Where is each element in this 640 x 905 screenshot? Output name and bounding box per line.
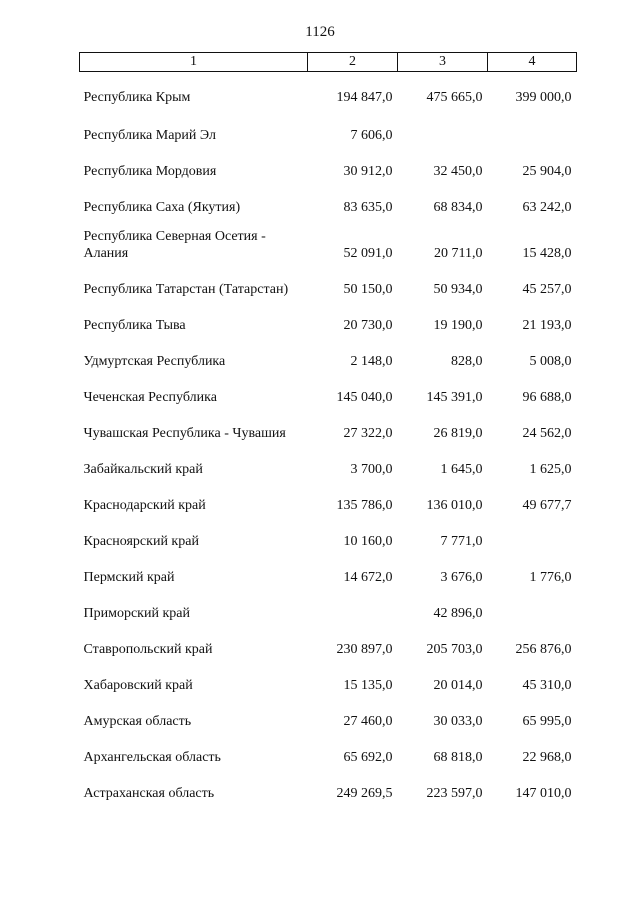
- value-cell-col-3: 26 819,0: [433, 425, 483, 441]
- region-name-cell: Удмуртская Республика: [83, 353, 226, 369]
- value-cell-col-2: 83 635,0: [343, 199, 393, 215]
- value-cell-col-2: 20 730,0: [343, 317, 393, 333]
- header-row: [80, 53, 577, 72]
- region-name-cell: Республика Крым: [83, 89, 191, 105]
- table-row: [80, 108, 577, 144]
- value-cell-col-2: 52 091,0: [343, 245, 393, 261]
- value-cell-col-3: 50 934,0: [433, 281, 483, 297]
- table-row: [80, 730, 577, 766]
- region-name-cell: Республика Мордовия: [83, 163, 217, 179]
- value-cell-col-4: [488, 586, 577, 622]
- page-number: 1126: [305, 24, 335, 40]
- value-cell-col-4: 65 995,0: [522, 713, 572, 729]
- value-cell-col-2: 135 786,0: [336, 497, 393, 513]
- table-row: [80, 406, 577, 442]
- value-cell-col-4: [488, 514, 577, 550]
- value-cell-col-2: 230 897,0: [336, 641, 393, 657]
- value-cell-col-4: [488, 108, 577, 144]
- value-cell-col-3: 1 645,0: [440, 461, 483, 477]
- table-row: [80, 180, 577, 216]
- column-header-4: 4: [488, 53, 577, 72]
- table-row: [80, 622, 577, 658]
- value-cell-col-3: 30 033,0: [433, 713, 483, 729]
- region-name-cell: Республика Марий Эл: [83, 127, 216, 143]
- value-cell-col-3: 223 597,0: [426, 785, 483, 801]
- value-cell-col-4: 25 904,0: [522, 163, 572, 179]
- value-cell-col-3: 475 665,0: [426, 89, 483, 105]
- region-name-cell: Республика Татарстан (Татарстан): [83, 281, 289, 297]
- region-name-cell: Пермский край: [83, 569, 175, 585]
- table-body: [80, 72, 577, 802]
- table-row: [80, 262, 577, 298]
- value-cell-col-2: 145 040,0: [336, 389, 393, 405]
- value-cell-col-2: 2 148,0: [350, 353, 393, 369]
- value-cell-col-4: 96 688,0: [522, 389, 572, 405]
- value-cell-col-3: 42 896,0: [433, 605, 483, 621]
- value-cell-col-4: 45 257,0: [522, 281, 572, 297]
- table-row: [80, 658, 577, 694]
- value-cell-col-4: 399 000,0: [515, 89, 572, 105]
- value-cell-col-2: 249 269,5: [336, 785, 393, 801]
- value-cell-col-4: 147 010,0: [515, 785, 572, 801]
- value-cell-col-4: 15 428,0: [522, 245, 572, 261]
- region-name-cell: Республика Тыва: [83, 317, 186, 333]
- value-cell-col-2: 50 150,0: [343, 281, 393, 297]
- value-cell-col-2: 15 135,0: [343, 677, 393, 693]
- region-name-cell: Краснодарский край: [83, 497, 206, 513]
- value-cell-col-3: 7 771,0: [440, 533, 483, 549]
- value-cell-col-2: 14 672,0: [343, 569, 393, 585]
- table-row: [80, 694, 577, 730]
- value-cell-col-3: 32 450,0: [433, 163, 483, 179]
- value-cell-col-2: [308, 586, 398, 622]
- value-cell-col-3: [398, 108, 488, 144]
- value-cell-col-3: 136 010,0: [426, 497, 483, 513]
- column-header-3: 3: [398, 53, 488, 72]
- region-name-cell: Астраханская область: [83, 785, 215, 801]
- value-cell-col-4: 24 562,0: [522, 425, 572, 441]
- table-row: [80, 144, 577, 180]
- table-row: [80, 334, 577, 370]
- region-name-cell: Красноярский край: [83, 533, 199, 549]
- value-cell-col-2: 194 847,0: [336, 89, 393, 105]
- value-cell-col-3: 20 711,0: [434, 245, 483, 261]
- value-cell-col-2: 10 160,0: [343, 533, 393, 549]
- region-name-cell: Ставропольский край: [83, 641, 213, 657]
- table-row: [80, 216, 577, 262]
- value-cell-col-3: 68 834,0: [433, 199, 483, 215]
- column-header-1: 1: [80, 53, 308, 72]
- value-cell-col-2: 7 606,0: [350, 127, 393, 143]
- value-cell-col-4: 49 677,7: [522, 497, 572, 513]
- value-cell-col-3: 145 391,0: [426, 389, 483, 405]
- region-name-cell: Хабаровский край: [83, 677, 193, 693]
- region-name-cell: Забайкальский край: [83, 461, 203, 477]
- table-row: [80, 72, 577, 108]
- value-cell-col-4: 22 968,0: [522, 749, 572, 765]
- region-name-cell: Приморский край: [83, 605, 190, 621]
- region-name-cell: Архангельская область: [83, 749, 221, 765]
- value-cell-col-2: 27 322,0: [343, 425, 393, 441]
- table-row: [80, 298, 577, 334]
- value-cell-col-2: 3 700,0: [350, 461, 393, 477]
- value-cell-col-3: 19 190,0: [433, 317, 483, 333]
- value-cell-col-4: 5 008,0: [529, 353, 572, 369]
- value-cell-col-4: 256 876,0: [515, 641, 572, 657]
- value-cell-col-2: 65 692,0: [343, 749, 393, 765]
- value-cell-col-3: 68 818,0: [433, 749, 483, 765]
- data-table-container: [79, 52, 576, 802]
- table-row: [80, 370, 577, 406]
- value-cell-col-4: 1 776,0: [529, 569, 572, 585]
- region-name-cell: Чувашская Республика - Чувашия: [83, 425, 286, 441]
- value-cell-col-3: 3 676,0: [440, 569, 483, 585]
- data-table: [79, 52, 577, 802]
- region-name-cell: Чеченская Республика: [83, 389, 217, 405]
- table-row: [80, 514, 577, 550]
- table-row: [80, 442, 577, 478]
- region-name-cell: Амурская область: [83, 713, 192, 729]
- value-cell-col-4: 45 310,0: [522, 677, 572, 693]
- region-name-cell: Республика Северная Осетия - Алания: [83, 228, 266, 261]
- table-row: [80, 586, 577, 622]
- table-row: [80, 550, 577, 586]
- table-row: [80, 478, 577, 514]
- value-cell-col-4: 1 625,0: [529, 461, 572, 477]
- column-header-2: 2: [308, 53, 398, 72]
- region-name-cell: Республика Саха (Якутия): [83, 199, 241, 215]
- value-cell-col-4: 21 193,0: [522, 317, 572, 333]
- value-cell-col-3: 205 703,0: [426, 641, 483, 657]
- value-cell-col-4: 63 242,0: [522, 199, 572, 215]
- value-cell-col-3: 828,0: [451, 353, 483, 369]
- value-cell-col-2: 30 912,0: [343, 163, 393, 179]
- table-row: [80, 766, 577, 802]
- value-cell-col-3: 20 014,0: [433, 677, 483, 693]
- table-header: [80, 53, 577, 72]
- value-cell-col-2: 27 460,0: [343, 713, 393, 729]
